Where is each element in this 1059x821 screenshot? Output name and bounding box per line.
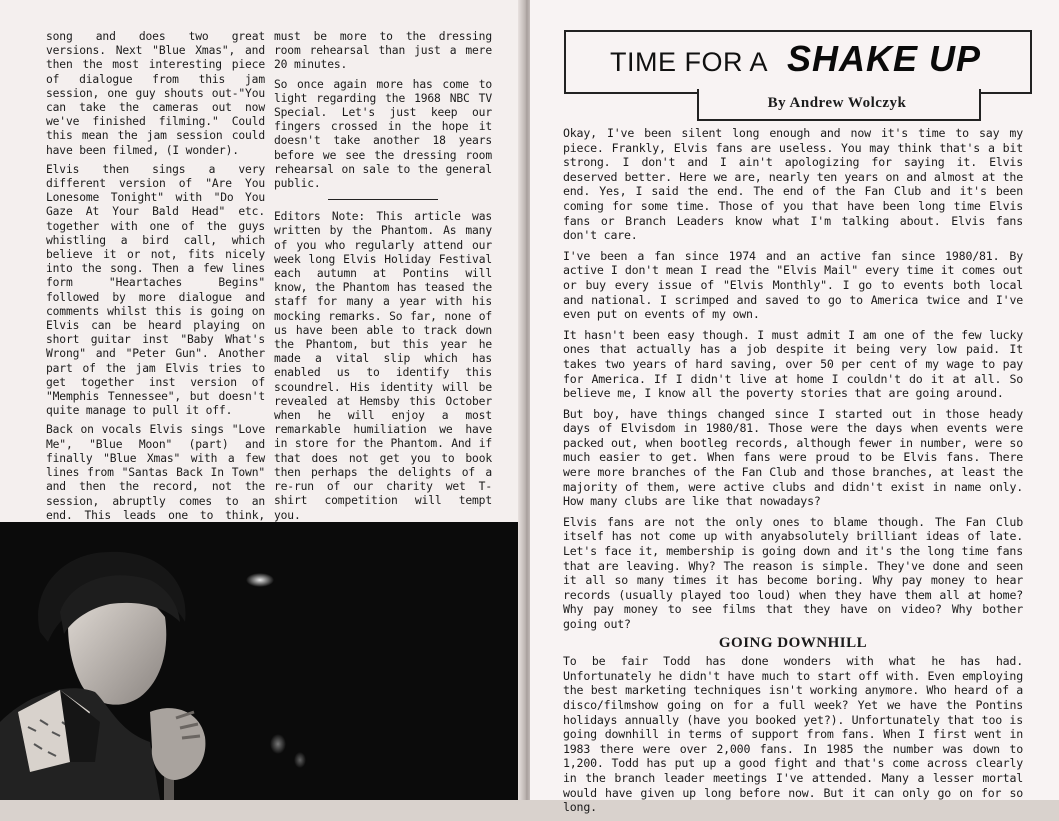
left-col2-paragraph-1: must be more to the dressing room rehearsal than just a mere 20 minutes. <box>274 30 492 72</box>
left-column-2 <box>274 30 492 528</box>
byline: By Andrew Wolczyk <box>767 95 907 111</box>
elvis-photo <box>0 522 522 800</box>
article-title-emphasis: SHAKE UP <box>787 38 982 79</box>
left-page <box>0 0 522 800</box>
article-paragraph-6: To be fair Todd has done wonders with what he has had. Unfortunately he didn't have much to start off with. Even employing the best marketing techniques isn't working anymore. Who heard of a disco/filmshow going on for a full week? Yet we have the Pontins holidays annually (have you booked yet?). Unfortunately that too is going downhill in terms of support from fans. When I first went in 1983 there were over 2,000 fans. In 1985 the number was down to 1,200. Todd has put up a good fight and that's come across clearly in the branch leader meetings I've attended. Many a lesser mortal would have given up long before now. But it can only go on for so long. <box>563 654 1023 815</box>
elvis-singing-image <box>0 522 522 800</box>
section-divider <box>328 199 438 200</box>
article-paragraph-4: But boy, have things changed since I started out in those heady days of Elvisdom in 1980/81. Those were the days when events were packed out, when bootleg records, although fewer in number, were so much easier to get. When fans were proud to be Elvis fans. There were more branches of the Fan Club and those branches, at least the majority of them, were active clubs and didn't exist in name only. How many clubs are like that nowadays? <box>563 406 1023 509</box>
article-paragraph-3: It hasn't been easy though. I must admit I am one of the few lucky ones that actually has a job despite it being very low paid. It takes two years of hard saving, over 50 per cent of my wage to pay for America. If I didn't live at home I couldn't do it at all. So believe me, I know all the poverty stories that are going around. <box>563 327 1023 401</box>
left-col1-paragraph-3: Back on vocals Elvis sings "Love Me", "Blue Moon" (part) and finally "Blue Xmas" with a few lines from "Santas Back In Town" and then the record, not the session, abruptly comes to an end. This leads one to think, <box>46 423 265 522</box>
left-col1-paragraph-2: Elvis then sings a very different version of "Are You Lonesome Tonight" with "Do You Gaze At Your Bald Head" etc. together with one of the guys whistling a bird call, which believe it or not, fits nicely into the song. Then a few lines form "Heartaches Begins" followed by more dialogue and comments whilst this is going on Elvis can be heard playing on short guitar inst "Baby What's Wrong" and "Peter Gun". Another part of the jam Elvis tries to get together inst version of "Memphis Tennessee", but doesn't quite manage to pull it off. <box>46 162 265 418</box>
left-col2-paragraph-2: So once again more has come to light regarding the 1968 NBC TV Special. Let's just keep our fingers crossed in the hope it doesn't take another 18 years before we see the dressing room rehearsal on sale to the general public. <box>274 77 492 191</box>
editors-note: Editors Note: This article was written by the Phantom. As many of you who regularly attend our week long Elvis Holiday Festival each autumn at Pontins will know, the Phantom has teased the staff for many a year with his mocking remarks. So far, none of us have been able to track down the Phantom, but this year he made a vital slip which has enabled us to identify this scoundrel. His identity will be revealed at Hemsby this October when he will enjoy a most remarkable humiliation we have in store for the Phantom. And if that does not get you to book then perhaps the delights of a re-run of our charity wet T-shirt competition will tempt you. <box>274 210 492 522</box>
article-paragraph-1: Okay, I've been silent long enough and now it's time to say my piece. Frankly, Elvis fans are useless. You may think that's a bit strong. I don't and I ain't apologizing for saying it. Elvis deserved better. Here we are, nearly ten years on and almost at the end. Yes, I said the end. The end of the Fan Club and it's been coming for some time. Those of you that have been long time Elvis fans or Branch Leaders know what I'm talking about. Elvis fans don't care. <box>563 126 1023 243</box>
article-paragraph-5: Elvis fans are not the only ones to blame though. The Fan Club itself has not come up with anyabsolutely brilliant ideas of late. Let's face it, membership is going down and it's the long time fans that are leaving. Why? The reason is simple. They've done and seen it all so many times it has become boring. Why pay money to hear records (usually played too loud) when they have them all at home? Why pay money to see films that they have on video? Why bother going out? <box>563 514 1023 631</box>
article-body <box>563 126 1023 821</box>
article-paragraph-2: I've been a fan since 1974 and an active fan since 1980/81. By active I don't mean I read the "Elvis Mail" every time it comes out or buy every issue of "Elvis Monthly". I go to events both local and national. I scrimped and saved to go to America twice and I've even put on events of my own. <box>563 248 1023 322</box>
left-col1-paragraph-1: song and does two great versions. Next "Blue Xmas", and then the most interesting piece of dialogue from this jam session, one guy shouts out-"You can take the cameras out now we've finished filming." Could this mean the jam session could have been filmed, (I wonder). <box>46 30 265 157</box>
article-title: TIME FOR A <box>610 47 769 77</box>
subheading: GOING DOWNHILL <box>718 634 868 651</box>
left-column-1 <box>46 30 265 542</box>
